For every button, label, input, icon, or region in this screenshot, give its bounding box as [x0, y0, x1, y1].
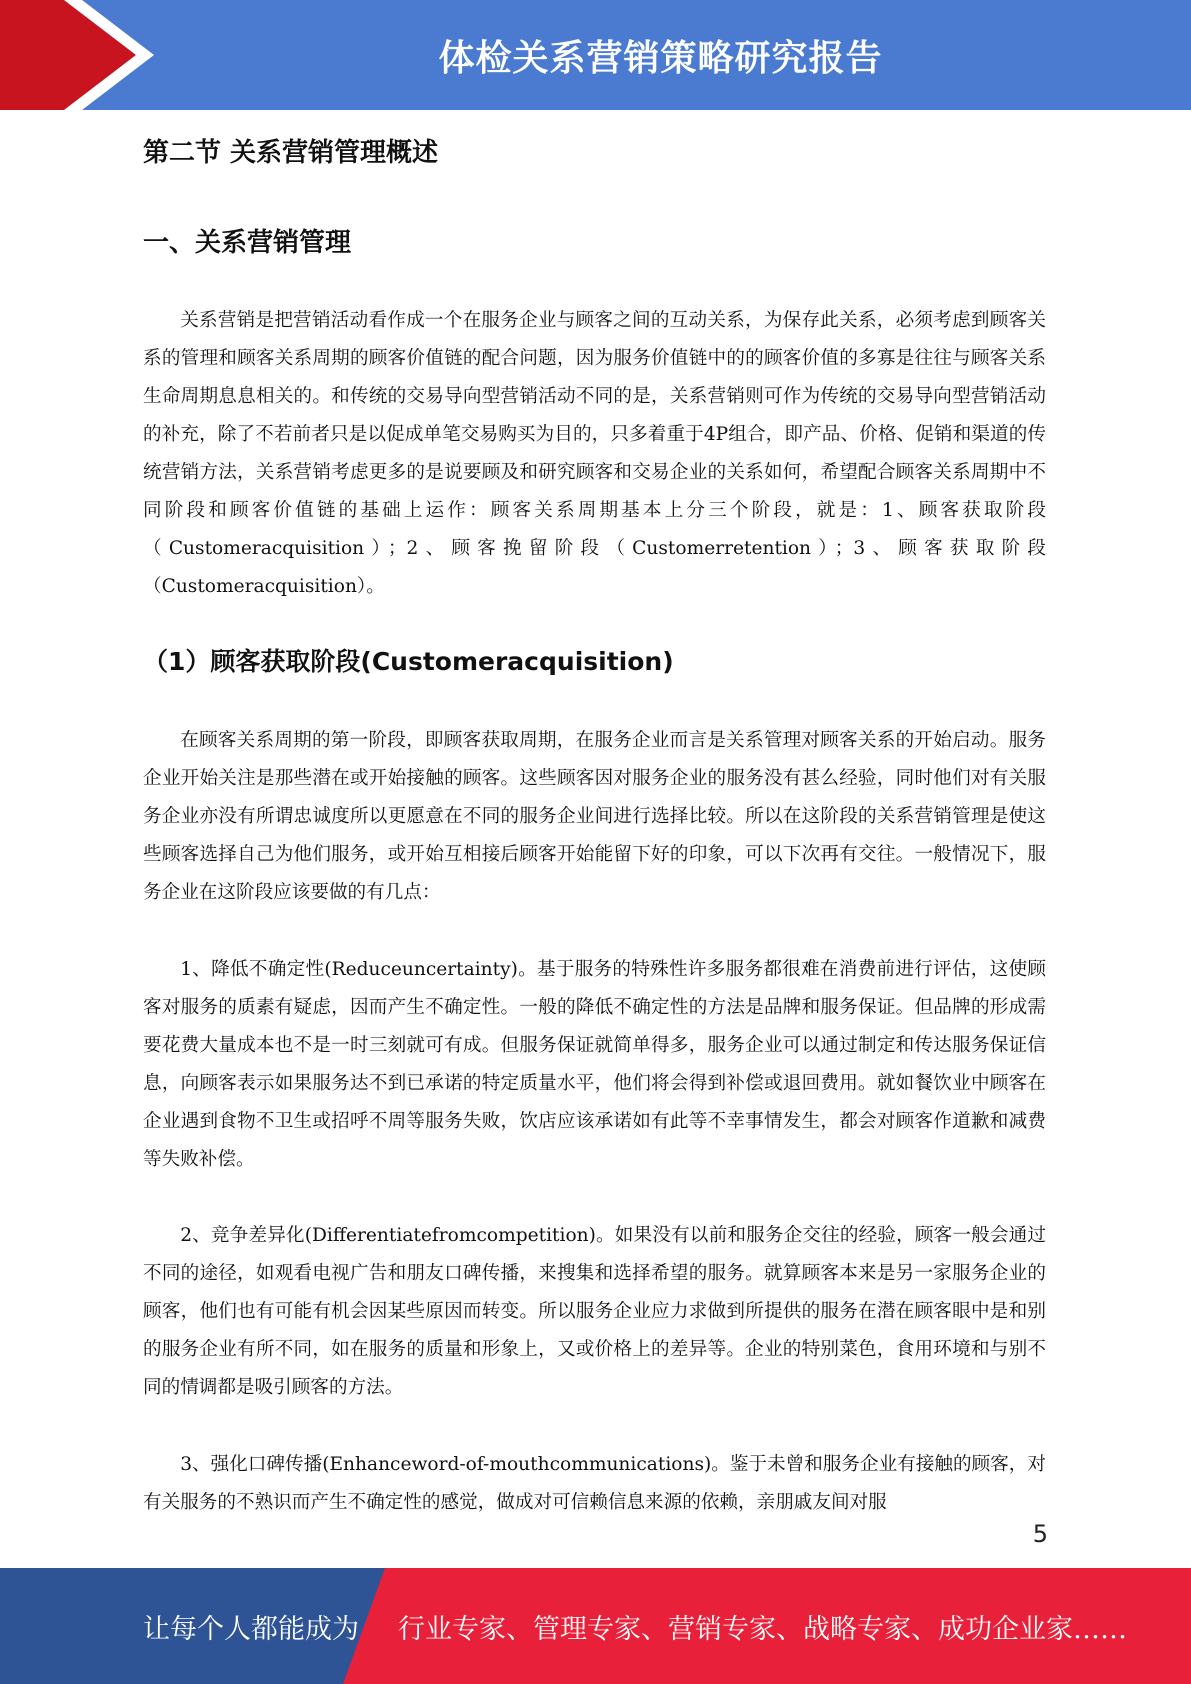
- chapter-title: 第二节 关系营销管理概述: [143, 138, 439, 168]
- paragraph-acquisition-stage: 在顾客关系周期的第一阶段，即顾客获取周期，在服务企业而言是关系管理对顾客关系的开始启动。服务企业开始关注是那些潜在或开始接触的顾客。这些顾客因对服务企业的服务没有甚么经验，同时他们对有关服务企业亦没有所谓忠诚度所以更愿意在不同的服务企业间进行选择比较。所以在这阶段的关系营销管理是使这些顾客选择自己为他们服务，或开始互相接后顾客开始能留下好的印象，可以下次再有交往。一般情况下，服务企业在这阶段应该要做的有几点：: [143, 730, 1046, 903]
- page-header: [0, 0, 1191, 110]
- page-number: 5: [1032, 1520, 1048, 1548]
- paragraph-reduce-uncertainty: 1、降低不确定性(Reduceuncertainty)。基于服务的特殊性许多服务都很难在消费前进行评估，这使顾客对服务的质素有疑虑，因而产生不确定性。一般的降低不确定性的方法是品牌和服务保证。但品牌的形成需要花费大量成本也不是一时三刻就可有成。但服务保证就简单得多，服务企业可以通过制定和传达服务保证信息，向顾客表示如果服务达不到已承诺的特定质量水平，他们将会得到补偿或退回费用。就如餐饮业中顾客在企业遇到食物不卫生或招呼不周等服务失败，饮店应该承诺如有此等不幸事情发生，都会对顾客作道歉和减费等失败补偿。: [143, 959, 1046, 1170]
- paragraph-intro: 关系营销是把营销活动看作成一个在服务企业与顾客之间的互动关系，为保存此关系，必须考虑到顾客关系的管理和顾客关系周期的顾客价值链的配合问题，因为服务价值链中的的顾客价值的多寡是往往与顾客关系生命周期息息相关的。和传统的交易导向型营销活动不同的是，关系营销则可作为传统的交易导向型营销活动的补充，除了不若前者只是以促成单笔交易购买为目的，只多着重于4P组合，即产品、价格、促销和渠道的传统营销方法，关系营销考虑更多的是说要顾及和研究顾客和交易企业的关系如何，希望配合顾客关系周期中不同阶段和顾客价值链的基础上运作：顾客关系周期基本上分三个阶段，就是：1、顾客获取阶段（Customeracquisition）；2、顾客挽留阶段（Customerretention）；3、顾客获取阶段（Customeracquisition）。: [143, 310, 1046, 597]
- footer-slogan-right: 行业专家、管理专家、营销专家、战略专家、成功企业家……: [398, 1613, 1127, 1645]
- subsection-heading-customer-acquisition: （1）顾客获取阶段(Customeracquisition): [143, 647, 674, 676]
- report-title: 体检关系营销策略研究报告: [438, 37, 883, 79]
- page-footer: [0, 1568, 1191, 1684]
- footer-slogan-left: 让每个人都能成为: [143, 1613, 359, 1645]
- section-heading-relationship-marketing: 一、关系营销管理: [143, 228, 352, 258]
- header-arrow-decoration: [0, 0, 160, 110]
- paragraph-differentiate: 2、竞争差异化(Differentiatefromcompetition)。如果没有以前和服务企交往的经验，顾客一般会通过不同的途径，如观看电视广告和朋友口碑传播，来搜集和选择希望的服务。就算顾客本来是另一家服务企业的顾客，他们也有可能有机会因某些原因而转变。所以服务企业应力求做到所提供的服务在潜在顾客眼中是和别的服务企业有所不同，如在服务的质量和形象上，又或价格上的差异等。企业的特别菜色，食用环境和与别不同的情调都是吸引顾客的方法。: [143, 1225, 1046, 1398]
- paragraph-word-of-mouth: 3、强化口碑传播(Enhanceword-of-mouthcommunications)。鉴于未曾和服务企业有接触的顾客，对有关服务的不熟识而产生不确定性的感觉，做成对可信赖信息来源的依赖，亲朋戚友间对服: [143, 1454, 1046, 1513]
